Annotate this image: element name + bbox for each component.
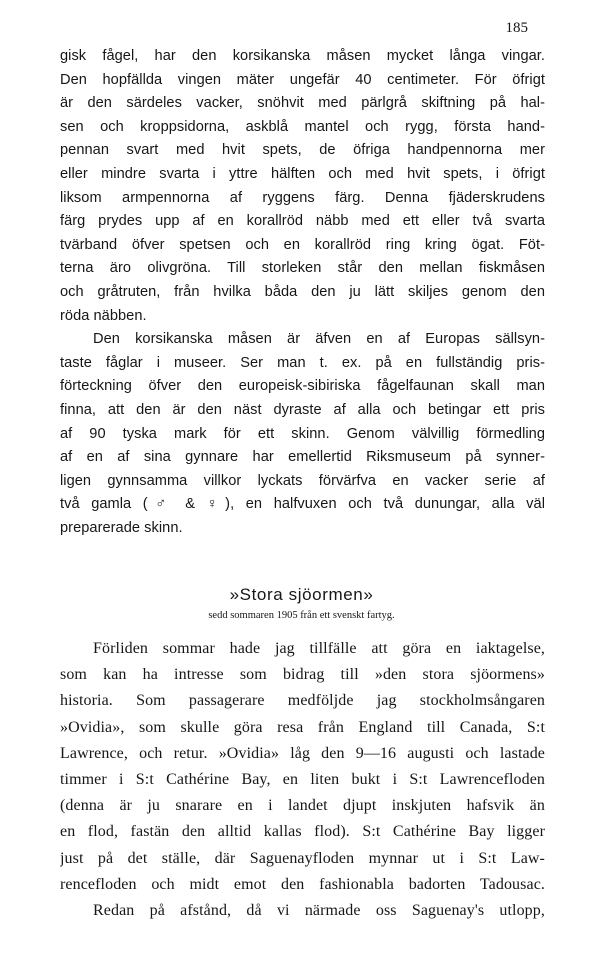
text-line: af 90 tyska mark för ett skinn. Genom välvillig förmedling <box>60 425 545 442</box>
text-line: gisk fågel, har den korsikanska måsen mycket långa vingar. <box>60 48 545 64</box>
text-line: Förliden sommar hade jag tillfälle att göra en iaktagelse, <box>93 640 545 657</box>
text-line: pennan svart med hvit spets, de öfriga handpennorna mer <box>60 142 545 159</box>
text-line: är den särdeles vacker, snöhvit med pärlgrå skiftning på hal- <box>60 95 545 112</box>
section-subtitle: sedd sommaren 1905 från ett svenskt fartyg. <box>208 610 395 621</box>
paragraph-2 <box>60 328 545 540</box>
text-line: rencefloden och midt emot den fashionabla badorten Tadousac. <box>60 875 545 893</box>
text-line: finna, att den är den näst dyraste af alla och betingar ett pris <box>60 401 545 418</box>
text-line: af en af sina gynnare har emellertid Riksmuseum på synner- <box>60 449 545 466</box>
paragraph-3 <box>60 636 545 924</box>
text-line: röda näbben. <box>60 307 147 324</box>
text-line: Redan på afstånd, då vi närmade oss Saguenay's utlopp, <box>93 901 545 919</box>
section-title: »Stora sjöormen» <box>229 585 374 604</box>
text-line: preparerade skinn. <box>60 519 183 536</box>
text-line: »Ovidia», som skulle göra resa från England till Canada, S:t <box>60 718 545 736</box>
text-line: och gråtruten, från hvilka båda den ju lätt skiljes genom den <box>60 283 545 300</box>
text-line: som kan ha intresse som bidrag till »den stora sjöormens» <box>60 666 545 684</box>
text-line: eller mindre svarta i yttre hälften och med hvit spets, i öfrigt <box>60 165 545 182</box>
page-number: 185 <box>505 20 528 36</box>
text-line: sen och kroppsidorna, askblå mantel och rygg, första hand- <box>60 118 545 135</box>
text-line: Lawrence, och retur. »Ovidia» låg den 9—16 augusti och lastade <box>60 744 545 762</box>
text-line: ligen gynnsamma villkor lyckats förvärfva en vacker serie af <box>60 472 545 489</box>
text-line: terna äro olivgröna. Till storleken står den mellan fiskmåsen <box>60 260 545 277</box>
text-line: förteckning öfver den europeisk-sibiriska fågelfaunan skall man <box>60 378 545 395</box>
text-line: just på det ställe, där Saguenayfloden mynnar ut i S:t Law- <box>60 849 545 867</box>
text-line: historia. Som passagerare medföljde jag stockholmsångaren <box>60 692 545 710</box>
text-line: Den hopfällda vingen mäter ungefär 40 centimeter. För öfrigt <box>60 71 545 88</box>
paragraph-1 <box>60 45 545 540</box>
text-line: två gamla (♂ & ♀), en halfvuxen och två dunungar, alla väl <box>60 496 545 513</box>
text-line: taste fåglar i museer. Ser man t. ex. på en fullständig pris- <box>60 354 545 371</box>
text-line: timmer i S:t Cathérine Bay, en liten bukt i S:t Lawrencefloden <box>60 770 545 788</box>
text-line: tvärband öfver spetsen och en korallröd ring kring ögat. Föt- <box>60 236 545 253</box>
text-line: (denna är ju snarare en i landet djupt inskjuten hafsvik än <box>60 797 545 815</box>
text-line: Den korsikanska måsen är äfven en af Europas sällsyn- <box>93 331 545 348</box>
text-line: en flod, fastän den alltid kallas flod). S:t Cathérine Bay ligger <box>60 823 545 841</box>
text-line: liksom armpennorna af ryggens färg. Denna fjäderskrudens <box>60 189 545 206</box>
text-line: färg prydes upp af en korallröd näbb med ett eller två svarta <box>60 213 545 230</box>
